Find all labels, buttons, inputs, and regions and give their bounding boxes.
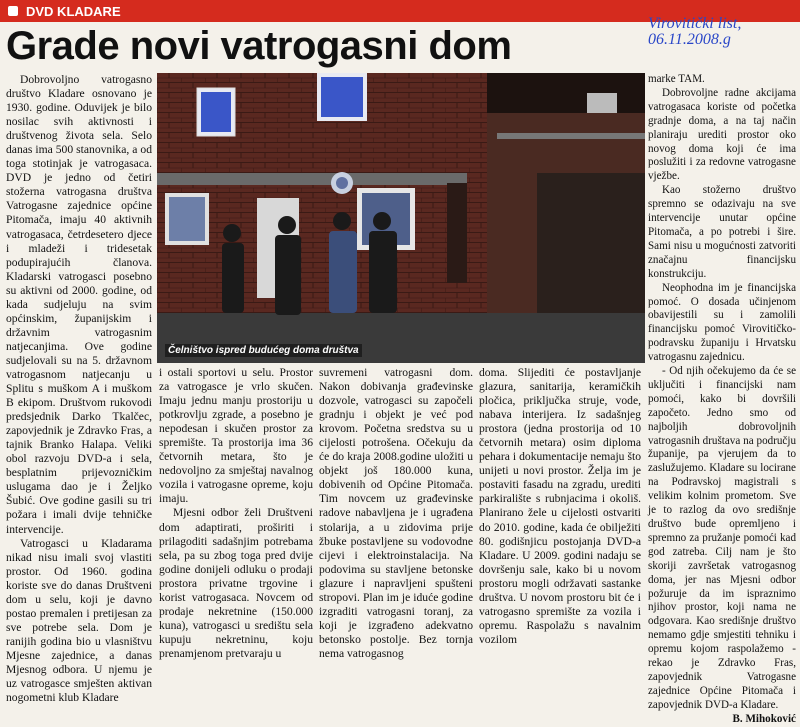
paragraph: Dobrovoljne radne akcijama vatrogasaca koriste od početka gradnje doma, a na taj način planiraju urediti prostor oko novog doma koji će ima poslužiti i za redovne vatrogasne vježbe.	[648, 86, 796, 183]
author-signature: B. Mihoković	[732, 712, 796, 725]
article-column-5	[648, 73, 796, 725]
building-photo-illustration	[157, 73, 645, 363]
article-photo	[157, 73, 645, 363]
article-column-4	[479, 366, 641, 646]
paragraph: Kao stožerno društvo spremno se odazivaju na sve intervencije unutar općine Pitomača, a po potrebi i šire. Sami nisu u mogućnosti zatvoriti značajnu financijsku konstrukciju.	[648, 184, 796, 280]
paragraph: Neophodna im je financijska pomoć. O dosada učinjenom obavijestili su i zamolili financijsku pomoć Virovitičko-podravsku županiju i Hrvatsku vatrogasnu zajednicu.	[648, 281, 796, 364]
article-column-2	[159, 366, 313, 660]
source-date: 06.11.2008.g	[648, 31, 731, 48]
paragraph: suvremeni vatrogasni dom. Nakon dobivanja građevinske dozvole, vatrogasci su započeli gradnju i objekt je već pod krovom. Početna sredstva su u cijelosti potrošena. Očekuju da će do kraja 2008.godine uložiti u objekt još 180.000 kuna, dobivenih od Općine Pitomača. Tim novcem uz građevinske radove nabavljena je i ugrađena stolarija, a u zidovima prije žbuke postavljene su vodovodne cijevi i elektroinstalacija. Na podovima su stavljene betonske glazure i napravljeni spušteni stropovi. Plan im je iduće godine izgraditi vatrogasni toranj, za koji je izgrađeno adekvatno betonsko postolje. Bez tornja nema vatrogasnog	[319, 366, 473, 660]
article-column-1	[6, 73, 152, 705]
paragraph: doma. Slijediti će postavljanje glazura, sanitarija, keramičkih pločica, priključka struje, vode, nabava interijera. Iz sadašnjeg prostora (jedna prostorija od 10 četvornih metara) osim diploma pehara i dokumentacije nemaju što unijeti u novi prostor. Želja im je postaviti fasadu na zgradu, urediti parkiralište s rubnjacima i okoliš. Planirano žele u cijelosti ostvariti do 2010. godine, kada će obilježiti 80. godišnjicu postojanja DVD-a Kladare. U 2009. godini nadaju se dovršenju sale, kako bi u novom prostoru mogli održavati sastanke društva. U novom prostoru bit će i vatrogasno spremište za vozila i opremu. Raspolažu s navalnim vozilom	[479, 366, 641, 646]
source-name: Virovitički list,	[648, 15, 742, 32]
paragraph: marke TAM.	[648, 73, 705, 85]
paragraph: Vatrogasci u Kladarama nikad nisu imali svoj vlastiti prostor. Od 1960. godina koriste sve do danas Društveni dom u selu, koji je davno postao premalen i pretijesan za sve potrebe sela. Dom je ranijih godina bio u vlasništvu Mjesne zajednice, a danas Mjesnog odbora. U njemu je uz vatrogasce smješten aktivan nogometni klub Kladare	[6, 536, 152, 705]
photo-caption: Čelništvo ispred budućeg doma društva	[165, 344, 362, 357]
paragraph: Mjesni odbor želi Društveni dom adaptirati, proširiti i prilagoditi sadašnjim potrebama sela, pa su zbog toga pred dvije godine donijeli odluku o prodaji prostora privatne trgovine i korist vatrogasaca. Novcem od prodaje nekretnine (150.000 kuna), vatrogasci u središtu sela kupuju nekretninu, koju prenamjenom pretvaraju u	[159, 506, 313, 660]
article-column-3	[319, 366, 473, 660]
paragraph: Dobrovoljno vatrogasno društvo Kladare osnovano je 1930. godine. Oduvijek je bilo nosilac svih aktivnosti i društvenog života sela. Selo danas ima 500 stanovnika, a od toga stotinjak je vatrogasaca. DVD je jedno od četiri stožerna vatrogasna društva Vatrogasne zajednice općine Pitomača, imaju 40 aktivnih vatrogasaca, četrdesetero djece i mladeži i tridesetak podupirajućih članova. Kladarski vatrogasci posebno su aktivni od 2000. godine, od kada sudjeluju na svim općinskim, županijskim i državnim vatrogasnim natjecanjima. Ove godine sudjelovali su na 5. državnom vatrogasnom natjecanju u Splitu s muškom A i muškom B ekipom. Društvom rukovodi predsjednik Darko Tkalčec, zapovjednik je Zdravko Fras, a tajnik Branko Halapa. Veliki obol razvoju DVD-a i sela, besplatnim prijevozničkim uslugama dao je i Željko Šubić. Ove godine gasili su tri požara i imali dvije tehničke intervencije.	[6, 73, 152, 536]
paragraph: i ostali sportovi u selu. Prostor za vatrogasce je vrlo skučen. Imaju jednu manju prostoriju u potkrovlju zgrade, a posebno je nepodesan i skučen prostor za spremište. Ta prostorija ima 36 četvornih metara, što je nedovoljno za smještaj navalnog vozila i vatrogasne opreme, koju imaju.	[159, 366, 313, 506]
source-stamp	[648, 16, 798, 48]
section-label: DVD KLADARE	[0, 4, 121, 19]
paragraph: - Od njih očekujemo da će se uključiti i financijski nam pomoći, kako bi dovršili započeto. Jedno smo od najboljih dobrovoljnih vatrogasnih društava na području županije, pa vjerujem da to zaslužujemo. Kladare su locirane na Podravskoj magistrali s velikim kolnim prometom. Sve je to razlog da ovo središnje društvo bude opremljeno i spremno za pružanje pomoći kad god zatreba. Cilj nam je što skoriji završetak vatrogasnog doma, jer nas Mjesni odbor požuruje da im ispraznimo njihov prostor, koji nama ne odgovara. Kao središnje društvo nemamo gdje smjestiti tehniku i opremu kojom raspolažemo - rekao je Zdravko Fras, zapovjednik Vatrogasne zajednice Općine Pitomača i zapovjednik DVD-a Kladare.	[648, 365, 796, 711]
headline: Grade novi vatrogasni dom	[6, 24, 512, 68]
